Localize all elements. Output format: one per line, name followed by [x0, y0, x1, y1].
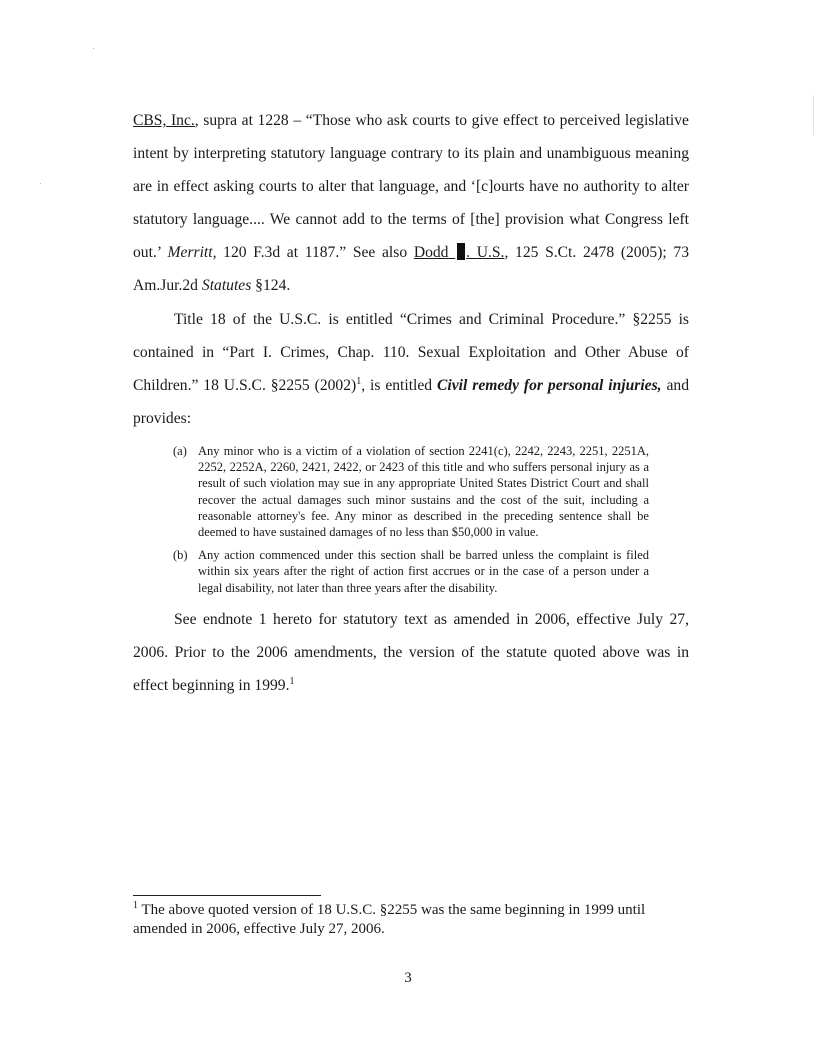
paragraph-cbs-quote [133, 104, 689, 303]
scan-edge-mark [813, 95, 814, 135]
statute-subsection-b [173, 547, 649, 596]
footnote [133, 901, 689, 939]
section-title: Civil remedy for personal injuries, [437, 376, 662, 394]
subsection-label: (a) [173, 443, 187, 458]
text-run: Title 18 of the U.S.C. is entitled “Crimes and Criminal Procedure.” §2255 is contained in “Part I. Crimes, Chap. 110. Sexual Exploitation and Other Abuse of Children.” 18 U.S.C. §2255 (2002) [133, 310, 689, 394]
footnote-text: The above quoted version of 18 U.S.C. §2255 was the same beginning in 1999 until amended in 2006, effective July 27, 2006. [133, 902, 646, 937]
case-name-us: . U.S. [466, 244, 505, 262]
statute-subsection-a [173, 443, 649, 540]
page-number: 3 [404, 970, 412, 986]
text-run: , is entitled [361, 376, 438, 394]
text-run: §124. [251, 277, 291, 295]
subsection-text: Any action commenced under this section shall be barred unless the complaint is filed within six years after the right of action first accrues or in the case of a person under a legal disability, not later than three years after the disability. [198, 548, 649, 595]
case-name-merritt: Merritt, [167, 244, 217, 262]
footnote-reference: 1 [289, 675, 295, 687]
statutes-italic: Statutes [201, 277, 252, 295]
subsection-text: Any minor who is a victim of a violation of section 2241(c), 2242, 2243, 2251, 2251A, 2252, 2252A, 2260, 2421, 2422, or 2423 of this title and who suffers personal injury as a result of such violation may sue in any appropriate United States District Court and shall recover the actual damages such minor sustains and the cost of the suit, including a reasonable attorney's fee. Any minor as described in the preceding sentence shall be deemed to have sustained damages of no less than $50,000 in value. [198, 443, 649, 539]
statute-block-quote [173, 443, 649, 596]
subsection-label: (b) [173, 548, 188, 563]
footnote-separator [133, 895, 321, 896]
case-name-dodd: Dodd [413, 244, 449, 262]
footnote-reference: 1 [356, 375, 362, 387]
footnote-number: 1 [133, 900, 138, 911]
text-run: and provides: [133, 376, 690, 427]
text-run: , 125 S.Ct. 2478 (2005); 73 Am.Jur.2d [133, 244, 689, 295]
redaction-underline-wrap [448, 244, 466, 261]
text-run: See endnote 1 hereto for statutory text as amended in 2006, effective July 27, 2006. Prior to the 2006 amendments, the version of the statute quoted above was in effect beginning in 1999. [133, 610, 689, 694]
body-text [133, 104, 689, 702]
text-run: , supra at 1228 – “Those who ask courts to give effect to perceived legislative intent by interpreting statutory language contrary to its plain and unambiguous meaning are in effect asking courts to alter that language, and ‘[c]ourts have no authority to alter statutory language.... We cannot add to the terms of [the] provision what Congress left out.’ [133, 112, 689, 262]
redaction-block [457, 243, 465, 260]
paragraph-endnote [133, 603, 689, 702]
text-run: 120 F.3d at 1187.” See also [216, 244, 414, 262]
case-name-cbs: CBS, Inc. [133, 112, 195, 129]
scan-speck [93, 48, 94, 49]
scan-speck [40, 183, 41, 184]
paragraph-title-18 [133, 303, 689, 435]
